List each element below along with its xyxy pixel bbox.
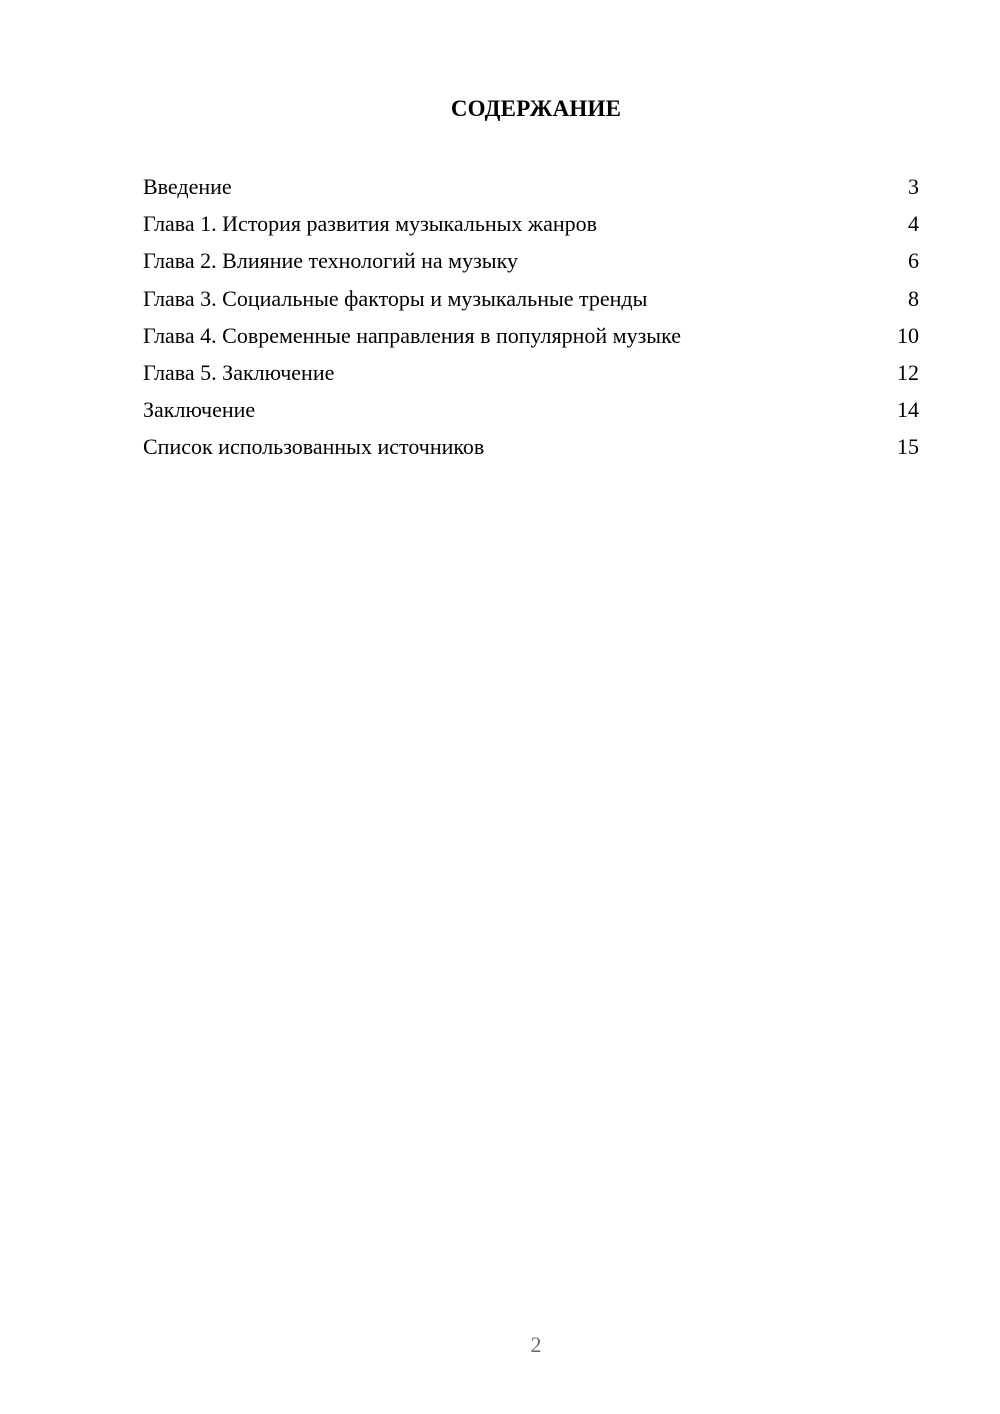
toc-entry-introduction[interactable] [143,168,919,205]
toc-entry-chapter-2[interactable] [143,242,919,279]
toc-entry-label: Глава 3. Социальные факторы и музыкальные тренды [143,285,648,311]
toc-entry-chapter-3[interactable] [143,280,919,317]
toc-entry-label: Глава 4. Современные направления в популярной музыке [143,322,681,348]
toc-entry-page: 6 [908,248,919,274]
toc-entry-chapter-4[interactable] [143,317,919,354]
toc-entry-conclusion[interactable] [143,391,919,428]
toc-entry-label: Заключение [143,397,256,423]
toc-entry-page: 8 [908,285,919,311]
toc-entry-references[interactable] [143,428,919,465]
toc-title: СОДЕРЖАНИЕ [450,96,622,121]
toc-entry-label: Введение [143,174,232,199]
toc-entry-page: 4 [908,211,919,237]
toc-entry-label: Глава 1. История развития музыкальных жанров [143,211,598,237]
toc-entry-chapter-5[interactable] [143,354,919,391]
toc-entry-page: 14 [897,397,919,423]
toc-entry-page: 3 [908,174,919,199]
page-number: 2 [530,1332,542,1357]
toc-entry-label: Глава 2. Влияние технологий на музыку [143,248,518,274]
toc-entry-page: 10 [897,322,919,348]
toc-entry-label: Глава 5. Заключение [143,359,335,385]
toc-entry-page: 12 [897,359,919,385]
toc-entry-chapter-1[interactable] [143,205,919,242]
toc-entry-page: 15 [897,434,919,460]
toc-entry-label: Список использованных источников [143,434,485,460]
table-of-contents [143,168,919,466]
